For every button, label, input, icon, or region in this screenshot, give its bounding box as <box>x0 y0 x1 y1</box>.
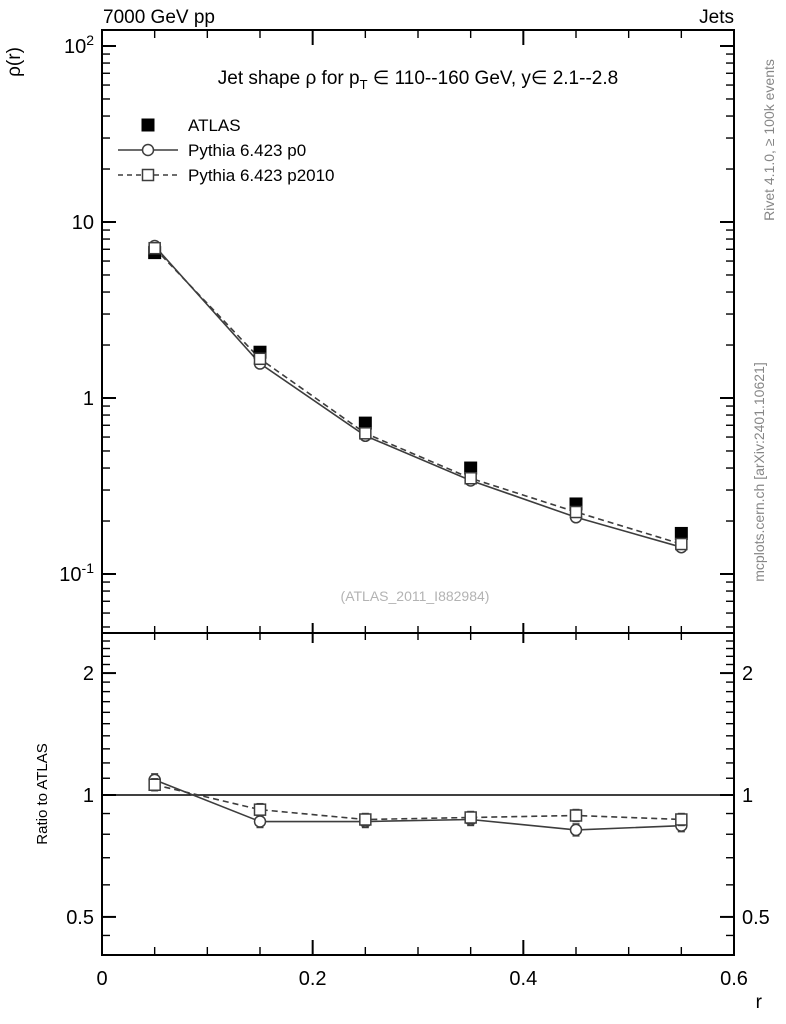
x-tick-label: 0.4 <box>509 968 538 990</box>
main-y-tick-label: 1 <box>82 388 94 410</box>
series-line <box>155 248 682 544</box>
ratio-y-tick-label-right: 0.5 <box>742 906 770 929</box>
open-circle-marker-icon <box>143 145 154 156</box>
main-y-tick-label: $10^{-1}$ <box>59 560 94 586</box>
data-marker-open-square <box>571 810 582 821</box>
data-marker-open-square <box>149 779 160 790</box>
ratio-y-tick-label-left: 1 <box>82 785 94 807</box>
x-axis-label: r <box>755 992 762 1013</box>
series-line <box>155 780 682 830</box>
x-tick-label: 0.6 <box>720 968 748 990</box>
data-marker-open-square <box>676 814 687 825</box>
data-marker-open-square <box>465 812 476 823</box>
ratio-y-tick-label-left: 2 <box>82 663 94 686</box>
data-marker-open-square <box>465 473 476 484</box>
mcplots-arxiv-caption: mcplots.cern.ch [arXiv:2401.10621] <box>751 362 767 582</box>
data-marker-open-square <box>676 539 687 550</box>
open-square-marker-icon <box>143 170 154 181</box>
axes-layer <box>59 30 770 990</box>
data-marker-open-circle <box>255 816 266 827</box>
plot-title-subscript: T <box>359 77 368 92</box>
main-y-tick-label: 10 <box>71 212 94 234</box>
legend-item-pythia-p0 <box>118 141 306 160</box>
plot-title-pre: Jet shape ρ for p <box>217 68 360 89</box>
main-y-tick-label: $10^2$ <box>63 32 94 58</box>
series-line <box>155 246 682 547</box>
header-analysis-group: Jets <box>699 7 734 28</box>
header-beam-energy: 7000 GeV pp <box>103 7 215 28</box>
rivet-version-caption: Rivet 4.1.0, ≥ 100k events <box>761 59 777 221</box>
data-marker-open-square <box>149 243 160 254</box>
legend-label-pythia-p2010: Pythia 6.423 p2010 <box>188 166 335 185</box>
ratio-y-tick-label-left: 0.5 <box>66 906 94 929</box>
legend-label-pythia-p0: Pythia 6.423 p0 <box>188 141 307 160</box>
legend-item-atlas <box>142 116 241 135</box>
series-line <box>155 785 682 820</box>
series-layer <box>148 241 688 836</box>
data-marker-open-circle <box>571 824 582 835</box>
plot-title <box>218 68 618 92</box>
ratio-y-tick-label-right: 1 <box>742 785 754 807</box>
main-y-axis-label: ρ(r) <box>4 47 25 77</box>
legend <box>118 116 335 185</box>
analysis-id-watermark: (ATLAS_2011_I882984) <box>340 588 490 604</box>
legend-item-pythia-p2010 <box>118 166 335 185</box>
ratio-y-tick-label-right: 2 <box>742 663 754 686</box>
data-marker-open-square <box>255 804 266 815</box>
data-marker-open-square <box>360 428 371 439</box>
data-marker-open-square <box>360 814 371 825</box>
filled-square-marker-icon <box>142 119 155 132</box>
x-tick-label: 0.2 <box>298 968 327 990</box>
plot-title-post: ∈ 110--160 GeV, y∈ 2.1--2.8 <box>367 68 619 89</box>
legend-label-atlas: ATLAS <box>188 116 241 135</box>
ratio-y-axis-label: Ratio to ATLAS <box>34 743 51 845</box>
x-tick-label: 0 <box>96 968 108 990</box>
data-marker-open-square <box>255 353 266 364</box>
data-marker-open-square <box>571 507 582 518</box>
